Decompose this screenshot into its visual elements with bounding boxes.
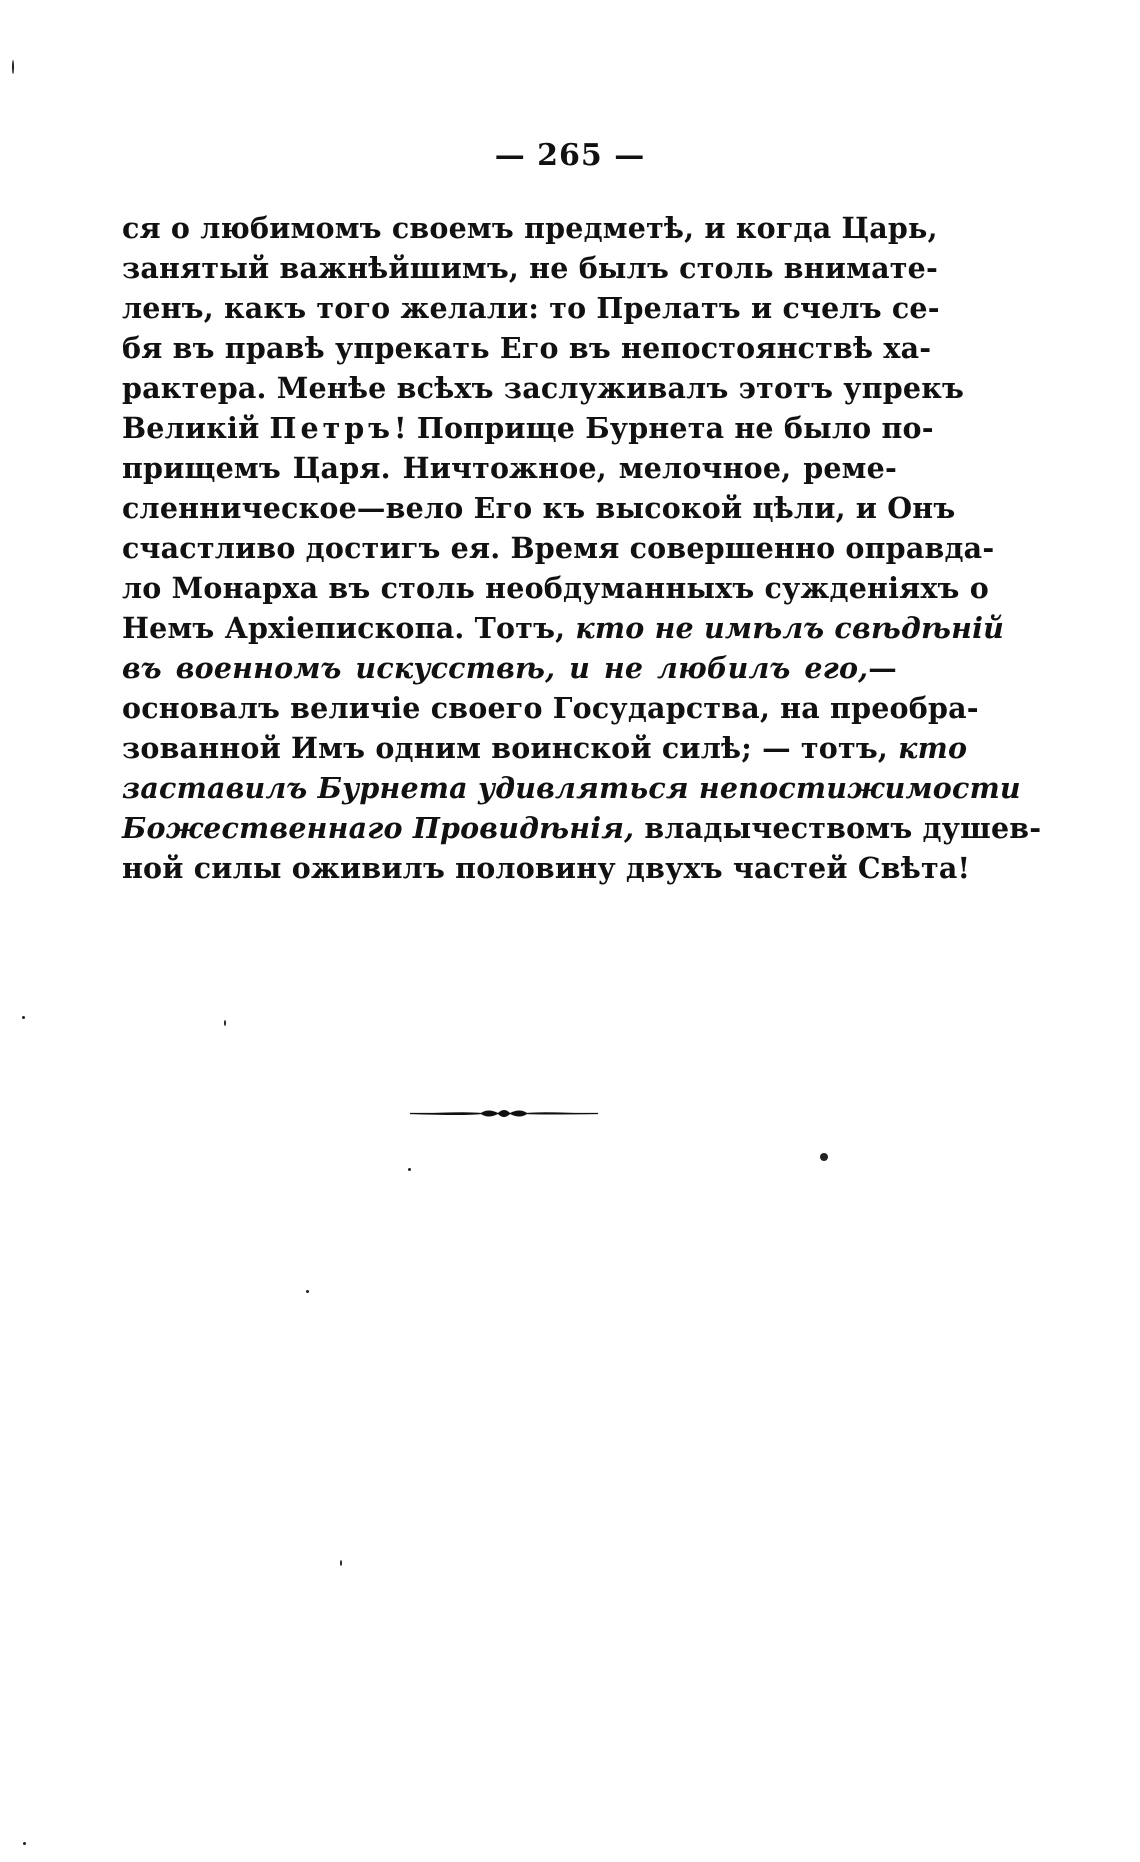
text-segment: — — [868, 651, 897, 685]
text-line — [122, 528, 995, 568]
page-number: — 265 — — [494, 138, 646, 173]
text-segment-italic: кто не имѣлъ свѣдѣній — [575, 611, 1005, 645]
text-line — [122, 488, 956, 528]
text-line — [122, 848, 971, 888]
paper-speck — [22, 1016, 25, 1019]
text-line — [122, 728, 968, 768]
text-segment: основалъ величіе своего Государства, на преобра- — [122, 691, 979, 725]
paper-speck — [408, 1168, 411, 1171]
text-segment: рактера. Менѣе всѣхъ заслуживалъ этотъ упрекъ — [122, 371, 965, 405]
text-line — [122, 368, 965, 408]
text-line — [122, 448, 897, 488]
text-line — [122, 328, 932, 368]
text-line — [122, 568, 989, 608]
text-line — [122, 808, 1042, 848]
text-segment: ленъ, какъ того желали: то Прелатъ и счелъ се- — [122, 291, 940, 325]
tailpiece-ornament-icon — [406, 1098, 602, 1128]
text-line — [122, 768, 1021, 808]
text-segment: ! Поприще Бурнета не было по- — [394, 411, 934, 445]
text-segment: зованной Имъ одним воинской силѣ; — тотъ, — [122, 731, 899, 765]
text-segment: ся о любимомъ своемъ предметѣ, и когда Царь, — [122, 211, 938, 245]
text-segment: счастливо достигъ ея. Время совершенно оправда- — [122, 531, 995, 565]
text-segment: сленническое—вело Его къ высокой цѣли, и Онъ — [122, 491, 956, 525]
text-segment-italic: въ военномъ искусствѣ, и не любилъ его, — [122, 651, 869, 685]
text-segment: Немъ Архіепископа. Тотъ, — [122, 611, 576, 645]
text-line — [122, 648, 897, 688]
text-segment-italic: кто — [898, 731, 968, 765]
paper-speck — [306, 1290, 309, 1293]
paper-speck — [820, 1153, 828, 1161]
text-segment: Великій — [122, 411, 270, 445]
text-segment: занятый важнѣйшимъ, не былъ столь внимате- — [122, 251, 938, 285]
text-segment: бя въ правѣ упрекать Его въ непостоянствѣ ха- — [122, 331, 932, 365]
text-line — [122, 608, 1005, 648]
paper-speck — [12, 60, 14, 74]
text-line — [122, 688, 979, 728]
text-line — [122, 408, 934, 448]
paper-speck — [224, 1020, 226, 1026]
paper-speck — [23, 1842, 26, 1845]
body-text — [122, 208, 1042, 888]
text-segment: прищемъ Царя. Ничтожное, мелочное, реме- — [122, 451, 897, 485]
text-segment-italic: заставилъ Бурнета удивляться непостижимости — [122, 771, 1021, 805]
paper-speck — [340, 1560, 342, 1566]
text-line — [122, 248, 938, 288]
text-segment: владычествомъ душев- — [634, 811, 1042, 845]
text-segment-italic: Божественнаго Провидѣнія, — [122, 811, 635, 845]
text-segment: ло Монарха въ столь необдуманныхъ сужденіяхъ о — [122, 571, 989, 605]
text-line — [122, 208, 938, 248]
text-segment-spaced: Петръ — [269, 411, 395, 445]
text-segment: ной силы оживилъ половину двухъ частей Свѣта! — [122, 851, 971, 885]
text-line — [122, 288, 940, 328]
